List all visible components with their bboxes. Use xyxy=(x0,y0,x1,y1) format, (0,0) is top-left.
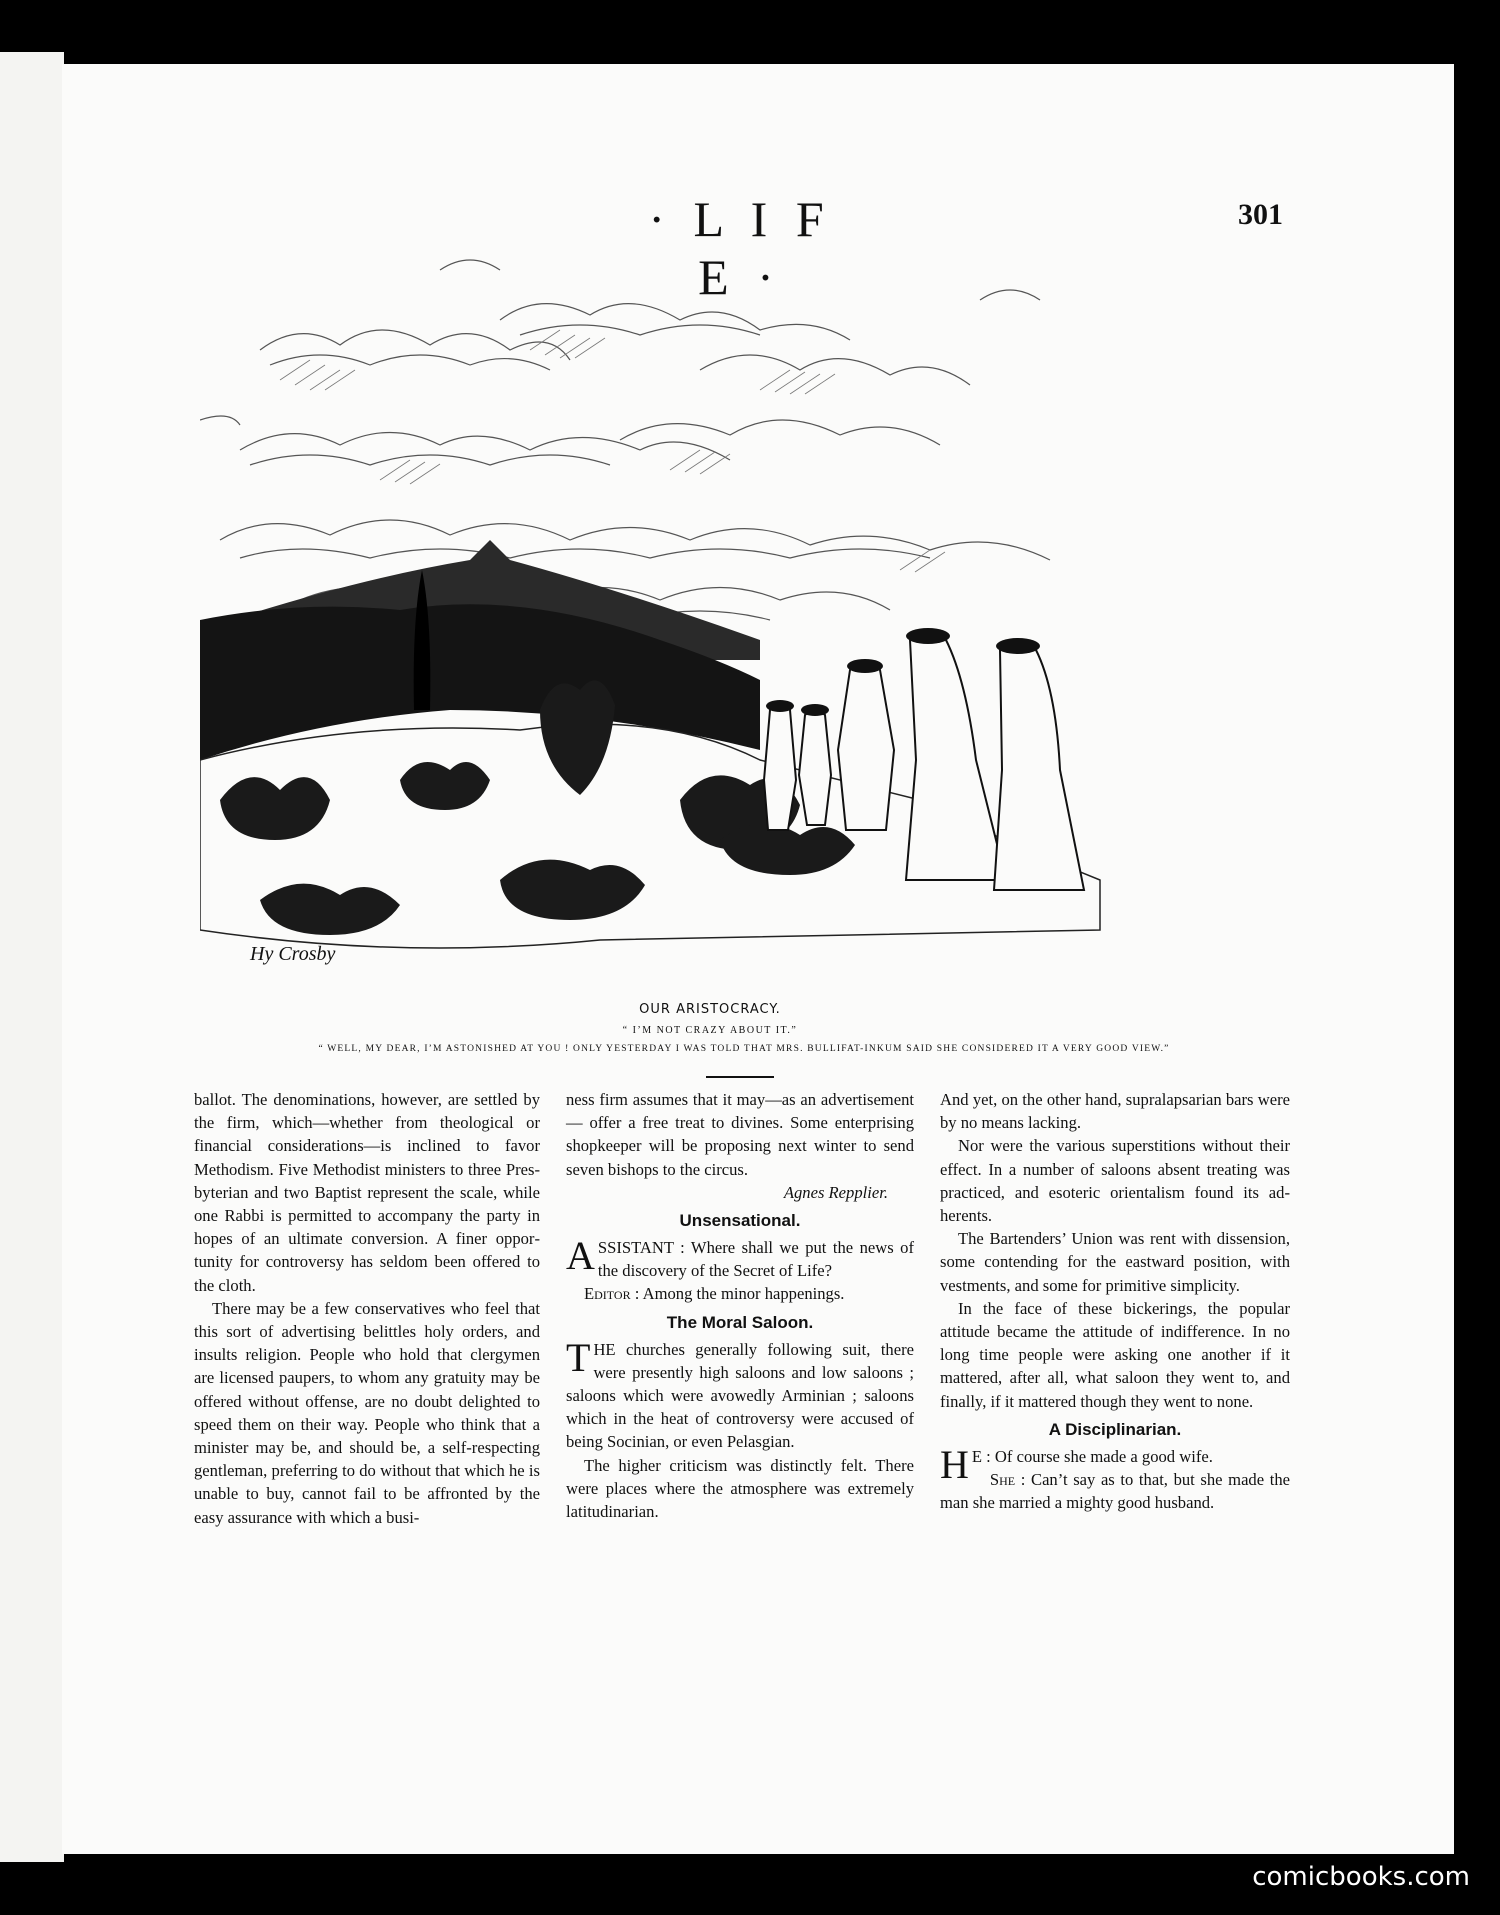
cloud-hatching xyxy=(200,260,1050,620)
caption-line-2: “ WELL, MY DEAR, I’M ASTONISHED AT YOU ! ONLY YESTERDAY I WAS TOLD THAT MRS. BULLIFAT-INKUM SAID SHE CONSIDERED IT A VERY GOOD VIEW.” xyxy=(318,1044,1170,1054)
previous-page-edge xyxy=(0,52,64,1862)
column-1-paragraph-2: There may be a few conservatives who feel that this sort of advertising belittles holy orders, and insults religion. People who hold that clergymen are licensed paupers, to whom any gratuity may be offered without offense, are no doubt delighted to speed them on their way. People who think that a minister may be, and should be, a self-respecting gentleman, preferring to do without that which he is unable to buy, cannot fail to be affronted by the easy assurance with which a busi- xyxy=(194,1298,540,1527)
heading-moral-saloon: The Moral Saloon. xyxy=(666,1312,814,1332)
drop-cap-h: H xyxy=(940,1441,969,1487)
masthead-title: · L I F E · xyxy=(648,191,832,305)
caption-line-1: “ I’M NOT CRAZY ABOUT IT.” xyxy=(622,1025,798,1036)
cloud-shading xyxy=(280,330,945,577)
she-text: : Can’t say as to that, but she made the man she married a mighty good husband. xyxy=(940,1470,1290,1513)
she-label: She xyxy=(989,1470,1016,1490)
column-3-paragraph-4: In the face of these bickerings, the popular attitude became the attitude of indifference. In no long time people were asking one another if it mattered, after all, what saloon they went to, and finally, if it mattered though they went to none. xyxy=(940,1298,1290,1411)
author-signature: Agnes Repplier. xyxy=(783,1182,888,1202)
landscape-illustration xyxy=(200,240,1280,990)
column-1-paragraph-1: ballot. The denominations, however, are settled by the firm, which—whether from theological or financial considerations—is inclined to favor Methodism. Five Methodist ministers to three Presbyterian and two Baptist represent the scale, while one Rabbi is permitted to accompany the party in hopes of an ultimate conversion. A finer opportunity for controversy has seldom been offered to the cloth. xyxy=(194,1090,540,1295)
column-1 xyxy=(194,1088,540,1529)
caption-divider xyxy=(706,1076,774,1078)
caption-title: OUR ARISTOCRACY. xyxy=(639,1002,781,1017)
source-watermark: comicbooks.com xyxy=(1252,1862,1470,1892)
column-3 xyxy=(940,1088,1290,1514)
page-number: 301 xyxy=(1238,198,1283,231)
column-3-paragraph-1: And yet, on the other hand, supralapsarian bars were by no means lacking. xyxy=(940,1090,1290,1133)
higher-criticism-paragraph: The higher criticism was distinctly felt. There were places where the atmosphere was extremely latitudinarian. xyxy=(566,1455,914,1522)
column-2-paragraph-1: ness firm assumes that it may—as an advertisement — offer a free treat to divines. Some enterprising shopkeeper will be proposing next winter to send seven bishops to the circus. xyxy=(566,1090,914,1179)
drop-cap-t: T xyxy=(566,1334,591,1380)
she-paragraph xyxy=(940,1468,1290,1514)
artist-signature: Hy Crosby xyxy=(250,943,336,965)
heading-unsensational: Unsensational. xyxy=(679,1211,801,1231)
he-paragraph xyxy=(940,1441,1290,1487)
moral-paragraph xyxy=(566,1334,914,1454)
column-3-paragraph-3: The Bartenders’ Union was rent with dissension, some contending for the eastward position, with vestments, and some for primitive simplicity. xyxy=(940,1229,1290,1295)
editor-paragraph xyxy=(566,1282,914,1305)
column-2 xyxy=(566,1088,914,1523)
editor-text: : Among the minor happenings. xyxy=(634,1284,845,1304)
heading-disciplinarian: A Disciplinarian. xyxy=(1048,1419,1182,1439)
assistant-paragraph xyxy=(566,1233,914,1282)
column-3-paragraph-2: Nor were the various superstitions without their effect. In a number of saloons absent treating was practiced, and esoteric orientalism found its adherents. xyxy=(940,1136,1290,1226)
drop-cap-a: A xyxy=(566,1233,595,1279)
he-text: E : Of course she made a good wife. xyxy=(971,1446,1213,1466)
figure-hats xyxy=(766,628,1040,716)
editor-label: Editor xyxy=(584,1284,631,1304)
assistant-text: SSISTANT : Where shall we put the news of the discovery of the Secret of Life? xyxy=(597,1238,914,1281)
moral-text: HE churches generally following suit, there were presently high saloons and low saloons ; saloons which were avowedly Arminian ; saloons which in the heat of controversy were accused of being Socinian, or even Pelasgian. xyxy=(566,1339,914,1452)
